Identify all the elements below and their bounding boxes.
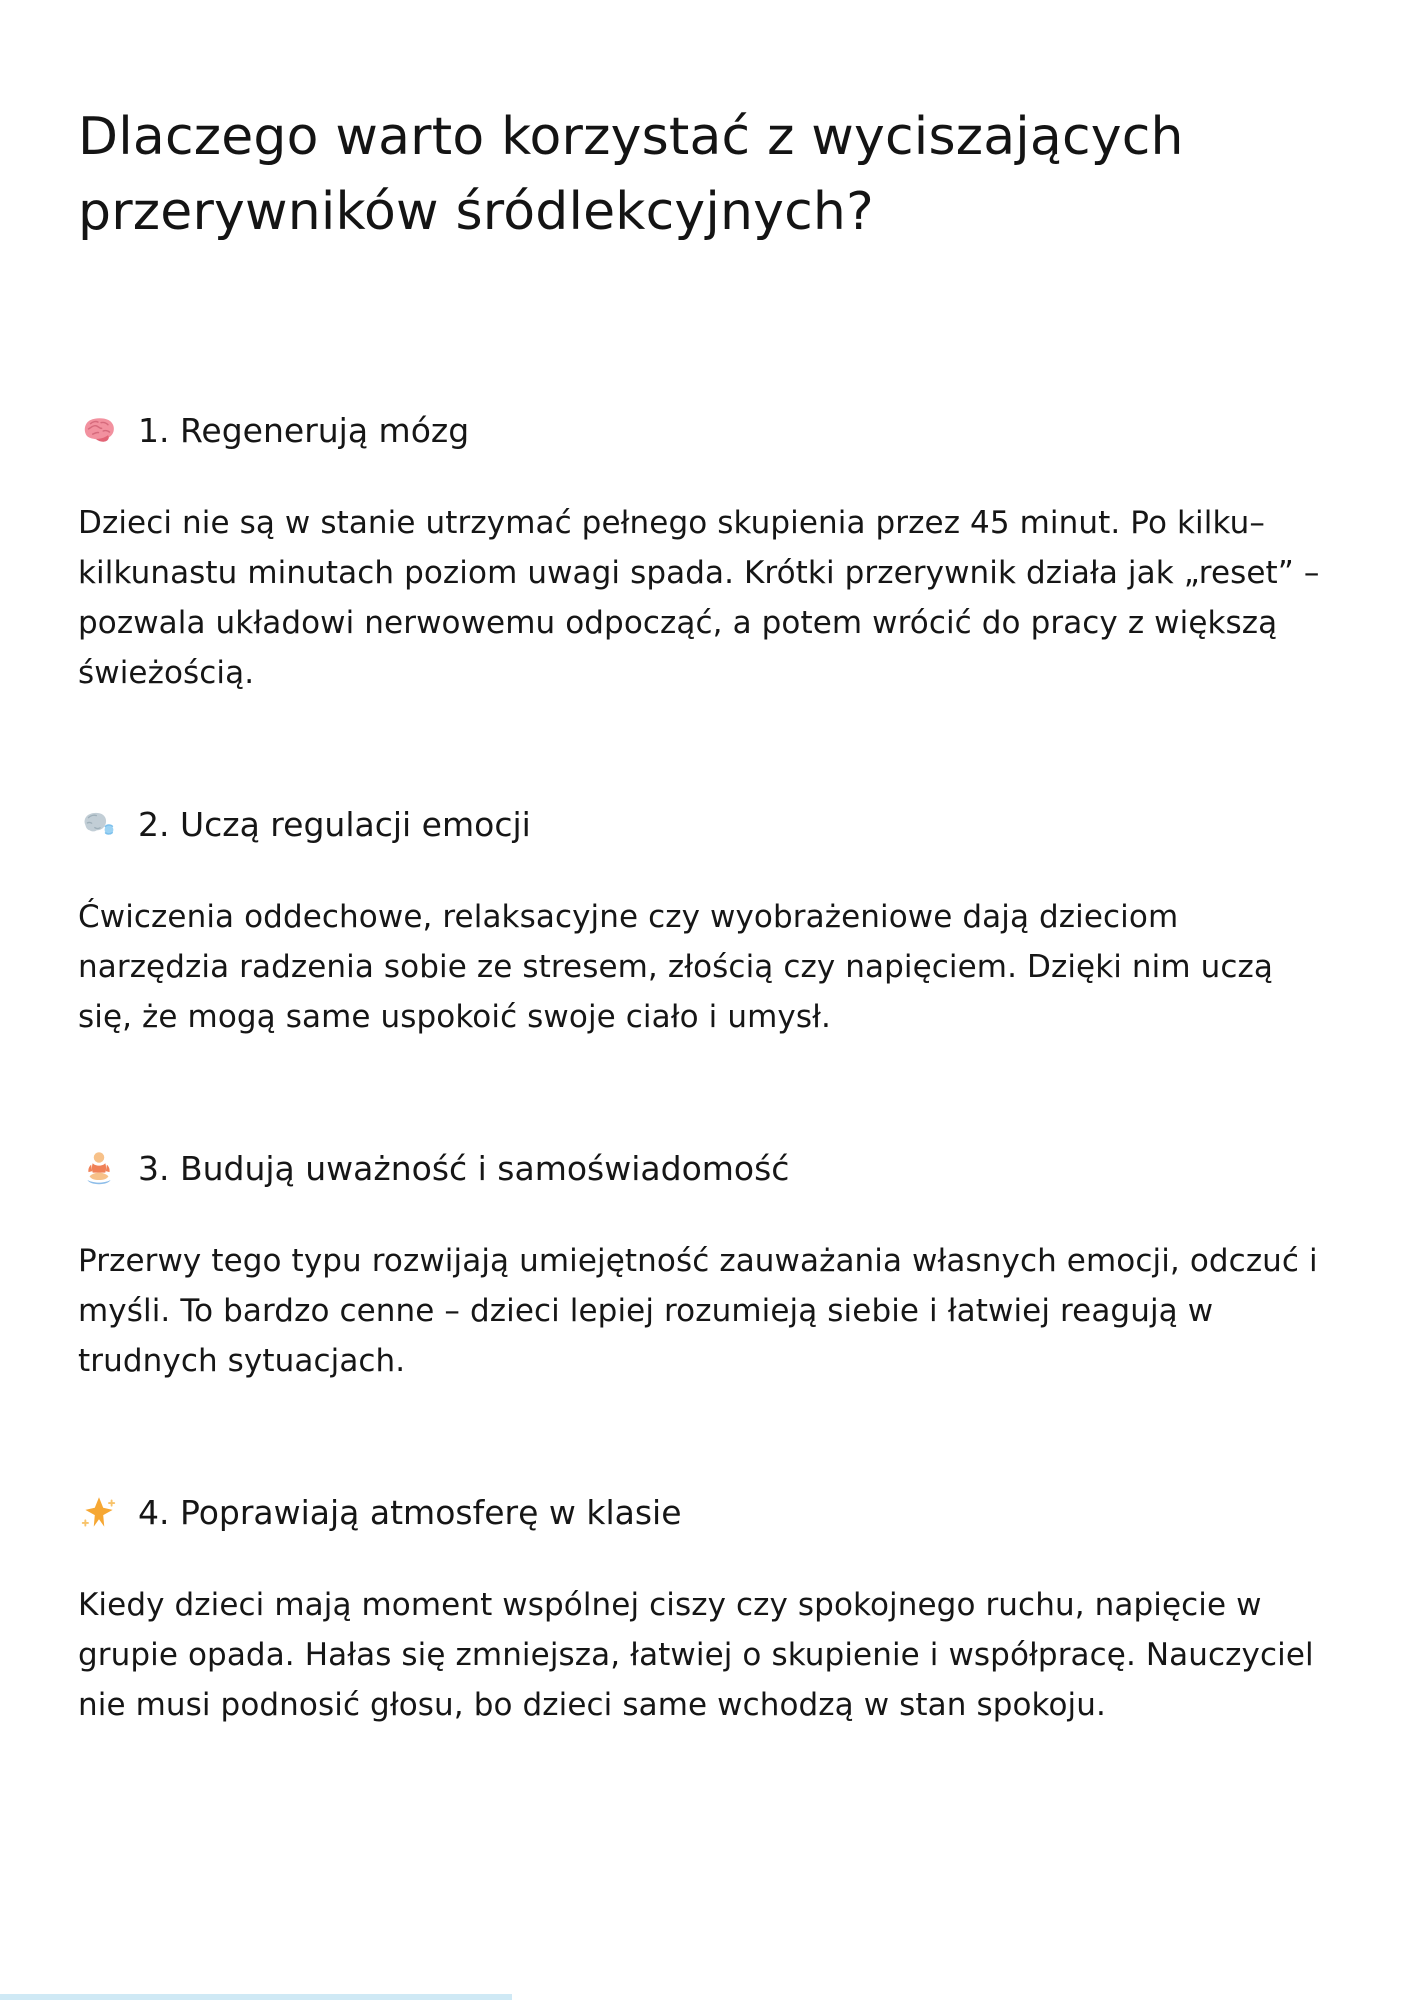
bottom-accent-strip — [0, 1994, 512, 2000]
section-4-body: Kiedy dzieci mają moment wspólnej ciszy czy spokojnego ruchu, napięcie w grupie opada. Hałas się zmniejsza, łatwiej o skupienie i współpracę. Nauczyciel nie musi podnosić głosu, bo dzieci same wchodzą w stan spokoju. — [78, 1587, 1314, 1723]
section-poprawiaja-atmosfere — [78, 1492, 1334, 1730]
section-2-body: Ćwiczenia oddechowe, relaksacyjne czy wyobrażeniowe dają dzieciom narzędzia radzenia sobie ze stresem, złością czy napięciem. Dzięki nim uczą się, że mogą same uspokoić swoje ciało i umysł. — [78, 899, 1274, 1035]
wind-face-icon — [78, 804, 120, 846]
section-regeneruja-mozg — [78, 410, 1334, 698]
section-3-heading-text: 3. Budują uważność i samoświadomość — [138, 1149, 790, 1189]
section-1-heading-text: 1. Regenerują mózg — [138, 411, 470, 451]
section-4-heading-text: 4. Poprawiają atmosferę w klasie — [138, 1493, 682, 1533]
section-2-heading — [78, 804, 1334, 846]
section-2-heading-text: 2. Uczą regulacji emocji — [138, 805, 531, 845]
section-3-body: Przerwy tego typu rozwijają umiejętność zauważania własnych emocji, odczuć i myśli. To bardzo cenne – dzieci lepiej rozumieją siebie i łatwiej reagują w trudnych sytuacjach. — [78, 1243, 1318, 1379]
glowing-star-icon — [78, 1492, 120, 1534]
page-title: Dlaczego warto korzystać z wyciszających przerywników śródlekcyjnych? — [78, 107, 1184, 242]
section-buduja-uwaznosc — [78, 1148, 1334, 1386]
lotus-person-icon — [78, 1148, 120, 1190]
section-4-heading — [78, 1492, 1334, 1534]
section-1-heading — [78, 410, 1334, 452]
brain-icon — [78, 410, 120, 452]
section-ucza-regulacji-emocji — [78, 804, 1334, 1042]
section-1-body: Dzieci nie są w stanie utrzymać pełnego skupienia przez 45 minut. Po kilku–kilkunastu minutach poziom uwagi spada. Krótki przerywnik działa jak „reset” – pozwala układowi nerwowemu odpocząć, a potem wrócić do pracy z większą świeżością. — [78, 505, 1320, 691]
section-3-heading — [78, 1148, 1334, 1190]
